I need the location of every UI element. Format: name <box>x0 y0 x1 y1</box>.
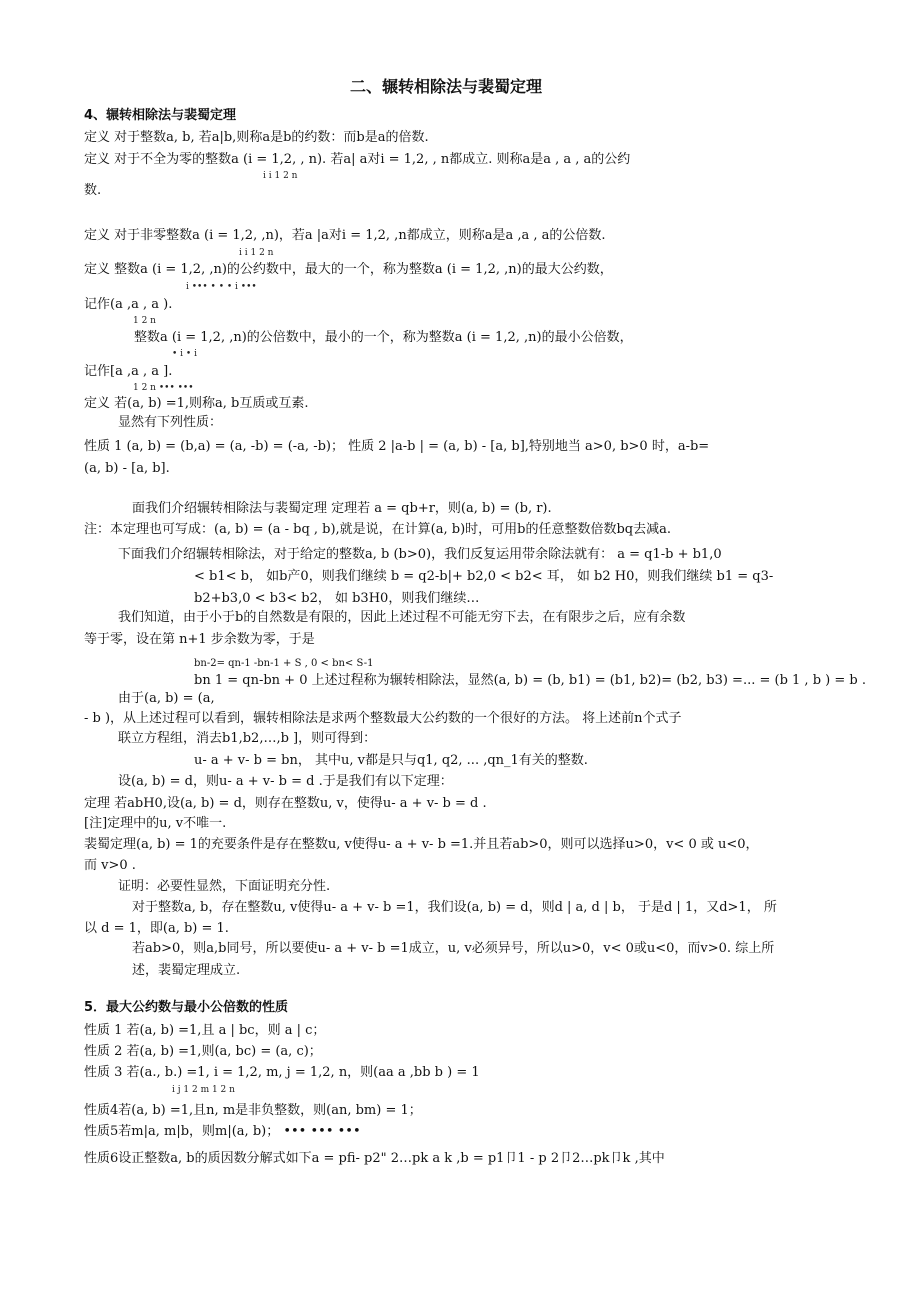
subscript-line: i i 1 2 n <box>263 171 298 181</box>
page-title: 二、辗转相除法与裴蜀定理 <box>350 77 543 96</box>
text-line: 数. <box>84 183 102 198</box>
text-line: 注：本定理也可写成：(a, b) = (a - bq , b),就是说，在计算(a, b)时，可用b的任意整数倍数bq去减a. <box>84 522 672 537</box>
text-line: 下面我们介绍辗转相除法，对于给定的整数a, b (b>0)，我们反复运用带余除法就有： a = q1-b + b1,0 <box>118 547 722 562</box>
theorem-line: 定理 若abH0,设(a, b) = d，则存在整数u, v，使得u- a + v- b = d . <box>84 796 487 811</box>
text-line: 由于(a, b) = (a, <box>118 691 215 706</box>
property-line: 性质6设正整数a, b的质因数分解式如下a = pfi- p2" 2…pk a k ,b = p1卩1 - p 2卩2…pk卩k ,其中 <box>84 1151 665 1166</box>
subscript-line: i i 1 2 n <box>239 248 274 258</box>
theorem-line: 裴蜀定理(a, b) = 1的充要条件是存在整数u, v使得u- a + v- b =1.并且若ab>0，则可以选择u>0，v< 0 或 u<0， <box>84 837 759 852</box>
text-line: < b1< b， 如b产0，则我们继续 b = q2-b|+ b2,0 < b2< 耳， 如 b2 H0，则我们继续 b1 = q3- <box>194 569 774 584</box>
text-line: 定义 对于非零整数a (i = 1,2, ,n)，若a |a对i = 1,2, ,n都成立，则称a是a ,a , a的公倍数. <box>84 228 606 243</box>
subscript-line: 1 2 n ••• ••• <box>133 383 194 393</box>
property-line: 性质5若m|a, m|b，则m|(a, b)； ••• ••• ••• <box>84 1124 361 1139</box>
text-line: 记作[a ,a , a ]. <box>84 364 173 379</box>
text-line: 记作(a ,a , a ). <box>84 297 173 312</box>
property-line: 性质 2 若(a, b) =1,则(a, bc) = (a, c)； <box>84 1044 322 1059</box>
section-heading-5: 5．最大公约数与最小公倍数的性质 <box>84 1000 289 1015</box>
text-line: b2+b3,0 < b3< b2， 如 b3H0，则我们继续… <box>194 591 480 606</box>
text-line: [注]定理中的u, v不唯一. <box>84 816 227 831</box>
formula-line: bn-2= qn-1 -bn-1 + S , 0 < bn< S-1 <box>194 658 374 669</box>
text-line: (a, b) - [a, b]. <box>84 461 170 476</box>
text-line: - b )，从上述过程可以看到，辗转相除法是求两个整数最大公约数的一个很好的方法。 将上述前n个式子 <box>84 711 682 726</box>
text-line: u- a + v- b = bn， 其中u, v都是只与q1, q2, ... ,qn_1有关的整数. <box>194 753 588 768</box>
text-line: 以 d = 1，即(a, b) = 1. <box>84 921 229 936</box>
subscript-line: i j 1 2 m 1 2 n <box>172 1085 235 1095</box>
subscript-line: 1 2 n <box>133 316 156 326</box>
text-line: 定义 若(a, b) =1,则称a, b互质或互素. <box>84 396 309 411</box>
text-line: 整数a (i = 1,2, ,n)的公倍数中，最小的一个，称为整数a (i = 1,2, ,n)的最小公倍数， <box>134 330 633 345</box>
property-line: 性质 3 若(a., b.) =1, i = 1,2, m, j = 1,2, n，则(aa a ,bb b ) = 1 <box>84 1065 480 1080</box>
text-line: 对于整数a, b，存在整数u, v使得u- a + v- b =1，我们设(a, b) = d，则d | a, d | b， 于是d | 1，又d>1， 所 <box>132 900 777 915</box>
text-line: 定义 对于不全为零的整数a (i = 1,2, , n). 若a| a对i = 1,2, , n都成立. 则称a是a , a , a的公约 <box>84 152 631 167</box>
text-line: 面我们介绍辗转相除法与裴蜀定理 定理若 a = qb+r，则(a, b) = (b, r). <box>132 501 552 516</box>
text-line: 证明：必要性显然，下面证明充分性. <box>118 879 331 894</box>
subscript-line: i ••• • • • i ••• <box>186 282 257 292</box>
property-line: 性质4若(a, b) =1,且n, m是非负整数，则(an, bm) = 1； <box>84 1103 422 1118</box>
text-line: 联立方程组，消去b1,b2,…,b ]，则可得到： <box>118 731 377 746</box>
text-line: 定义 对于整数a, b, 若a|b,则称a是b的约数：而b是a的倍数. <box>84 130 429 145</box>
text-line: 定义 整数a (i = 1,2, ,n)的公约数中，最大的一个，称为整数a (i = 1,2, ,n)的最大公约数， <box>84 262 613 277</box>
section-heading-4: 4、辗转相除法与裴蜀定理 <box>84 108 237 123</box>
text-line: 性质 1 (a, b) = (b,a) = (a, -b) = (-a, -b)； 性质 2 |a-b | = (a, b) - [a, b],特别地当 a>0, b>0 时，a-b= <box>84 439 710 454</box>
text-line: 若ab>0，则a,b同号，所以要使u- a + v- b =1成立，u, v必须异号，所以u>0，v< 0或u<0，而v>0. 综上所 <box>132 941 775 956</box>
formula-line: bn 1 = qn-bn + 0 上述过程称为辗转相除法，显然(a, b) = (b, b1) = (b1, b2)= (b2, b3) =... = (b 1 , b ) = b . <box>194 673 866 688</box>
text-line: 述，裴蜀定理成立. <box>132 963 241 978</box>
text-line: 而 v>0 . <box>84 858 136 873</box>
text-line: 显然有下列性质： <box>118 415 223 430</box>
text-line: 等于零，设在第 n+1 步余数为零，于是 <box>84 632 315 647</box>
text-line: 我们知道，由于小于b的自然数是有限的，因此上述过程不可能无穷下去，在有限步之后，应有余数 <box>118 610 686 625</box>
property-line: 性质 1 若(a, b) =1,且 a | bc，则 a | c； <box>84 1023 326 1038</box>
subscript-line: • i • i <box>172 349 197 359</box>
text-line: 设(a, b) = d，则u- a + v- b = d .于是我们有以下定理： <box>118 774 453 789</box>
